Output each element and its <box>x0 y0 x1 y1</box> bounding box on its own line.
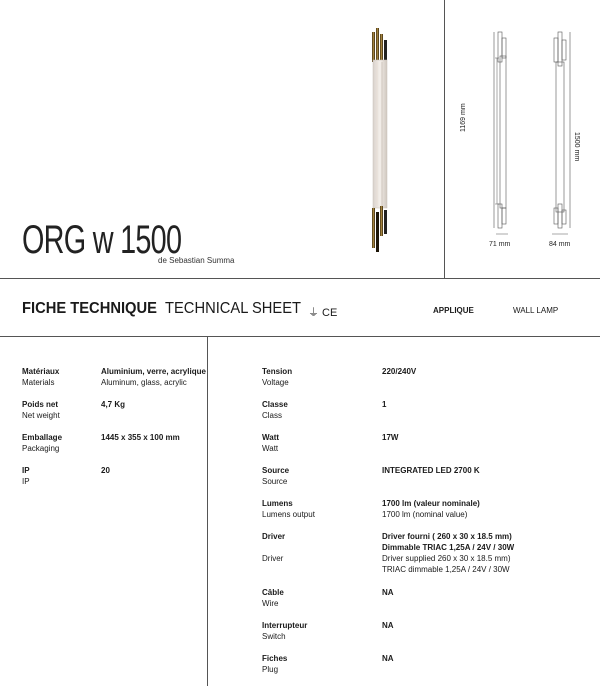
spec-label-en: Lumens output <box>262 510 315 519</box>
spec-packaging-value <box>101 432 180 443</box>
spec-label-fr: Lumens <box>262 499 293 508</box>
spec-label-en: Watt <box>262 444 279 453</box>
specs-divider-vertical <box>207 337 208 686</box>
product-name: ORG w 1500 <box>22 218 182 262</box>
spec-value-fr: Driver fourni ( 260 x 30 x 18.5 mm) <box>382 532 512 541</box>
lamp-product-image <box>366 26 396 254</box>
spec-weight <box>22 399 60 421</box>
spec-label-en: Source <box>262 477 288 486</box>
spec-value-en: Aluminum, glass, acrylic <box>101 378 187 387</box>
certification-marks: ⏚ CE <box>308 307 338 319</box>
spec-voltage <box>262 366 292 388</box>
spec-label-en: Packaging <box>22 444 60 453</box>
side-view-drawing <box>486 28 526 238</box>
spec-value: 17W <box>382 433 399 442</box>
spec-label-en: Switch <box>262 632 286 641</box>
spec-value-fr: 1700 lm (valeur nominale) <box>382 499 480 508</box>
spec-class-value <box>382 399 386 410</box>
spec-label-fr: Câble <box>262 588 284 597</box>
spec-weight-value <box>101 399 125 410</box>
spec-wire <box>262 587 284 609</box>
front-view-drawing <box>546 28 586 238</box>
spec-value-fr: Aluminium, verre, acrylique <box>101 367 206 376</box>
spec-lumens-value <box>382 498 480 520</box>
spec-wire-value <box>382 587 394 598</box>
spec-label-en: IP <box>22 477 30 486</box>
spec-packaging <box>22 432 62 454</box>
spec-value: NA <box>382 621 394 630</box>
spec-label-en: Voltage <box>262 378 289 387</box>
spec-label-fr: Watt <box>262 433 280 442</box>
spec-voltage-value <box>382 366 416 377</box>
product-type-fr: APPLIQUE <box>433 306 474 315</box>
spec-value: INTEGRATED LED 2700 K <box>382 466 480 475</box>
spec-label-fr: Tension <box>262 367 293 376</box>
spec-value-fr: 1445 x 355 x 100 mm <box>101 433 180 442</box>
spec-label-fr: Source <box>262 466 290 475</box>
spec-lumens <box>262 498 315 520</box>
spec-label-en: Driver <box>262 554 284 563</box>
spec-value-en-2: TRIAC dimmable 1,25A / 24V / 30W <box>382 565 510 574</box>
spec-value: 1 <box>382 400 387 409</box>
width-front-label: 84 mm <box>549 241 571 248</box>
spec-ip-value <box>101 465 110 476</box>
spec-value-fr: 4,7 Kg <box>101 400 126 409</box>
spec-value-fr-2: Dimmable TRIAC 1,25A / 24V / 30W <box>382 543 515 552</box>
spec-label-fr: Fiches <box>262 654 288 663</box>
spec-label-fr: Emballage <box>22 433 63 442</box>
header-divider-horizontal <box>0 278 600 279</box>
spec-label-fr: Driver <box>262 532 286 541</box>
spec-class <box>262 399 288 421</box>
spec-value-en: 1700 lm (nominal value) <box>382 510 468 519</box>
spec-source <box>262 465 289 487</box>
width-side-label: 71 mm <box>489 241 511 248</box>
spec-materials-value <box>101 366 206 388</box>
spec-plug-value <box>382 653 394 664</box>
title-fr: FICHE TECHNIQUE <box>22 300 157 317</box>
spec-label-en: Class <box>262 411 283 420</box>
spec-label-fr: IP <box>22 466 30 475</box>
spec-value: NA <box>382 654 394 663</box>
spec-label-en: Net weight <box>22 411 60 420</box>
spec-driver-value <box>382 531 514 575</box>
spec-label-en: Materials <box>22 378 55 387</box>
spec-label-fr: Interrupteur <box>262 621 308 630</box>
spec-value: NA <box>382 588 394 597</box>
spec-source-value <box>382 465 480 476</box>
spec-ip <box>22 465 30 487</box>
title-en: TECHNICAL SHEET <box>165 300 302 317</box>
spec-label-fr: Classe <box>262 400 288 409</box>
spec-label-fr: Poids net <box>22 400 59 409</box>
product-type-en: WALL LAMP <box>513 306 559 315</box>
designer-credit: de Sebastian Summa <box>158 256 235 265</box>
spec-label-fr: Matériaux <box>22 367 60 376</box>
title-divider-horizontal <box>0 336 600 337</box>
height-short-label: 1169 mm <box>460 103 467 132</box>
spec-label-en: Plug <box>262 665 279 674</box>
spec-label-en: Wire <box>262 599 279 608</box>
spec-value-fr: 20 <box>101 466 110 475</box>
height-full-label: 1500 mm <box>573 132 580 162</box>
spec-plug <box>262 653 287 675</box>
spec-value: 220/240V <box>382 367 417 376</box>
spec-materials <box>22 366 59 388</box>
spec-watt <box>262 432 279 454</box>
spec-switch-value <box>382 620 394 631</box>
spec-watt-value <box>382 432 398 443</box>
spec-switch <box>262 620 307 642</box>
header-divider-vertical <box>444 0 445 278</box>
spec-driver <box>262 531 285 564</box>
spec-value-en: Driver supplied 260 x 30 x 18.5 mm) <box>382 554 511 563</box>
